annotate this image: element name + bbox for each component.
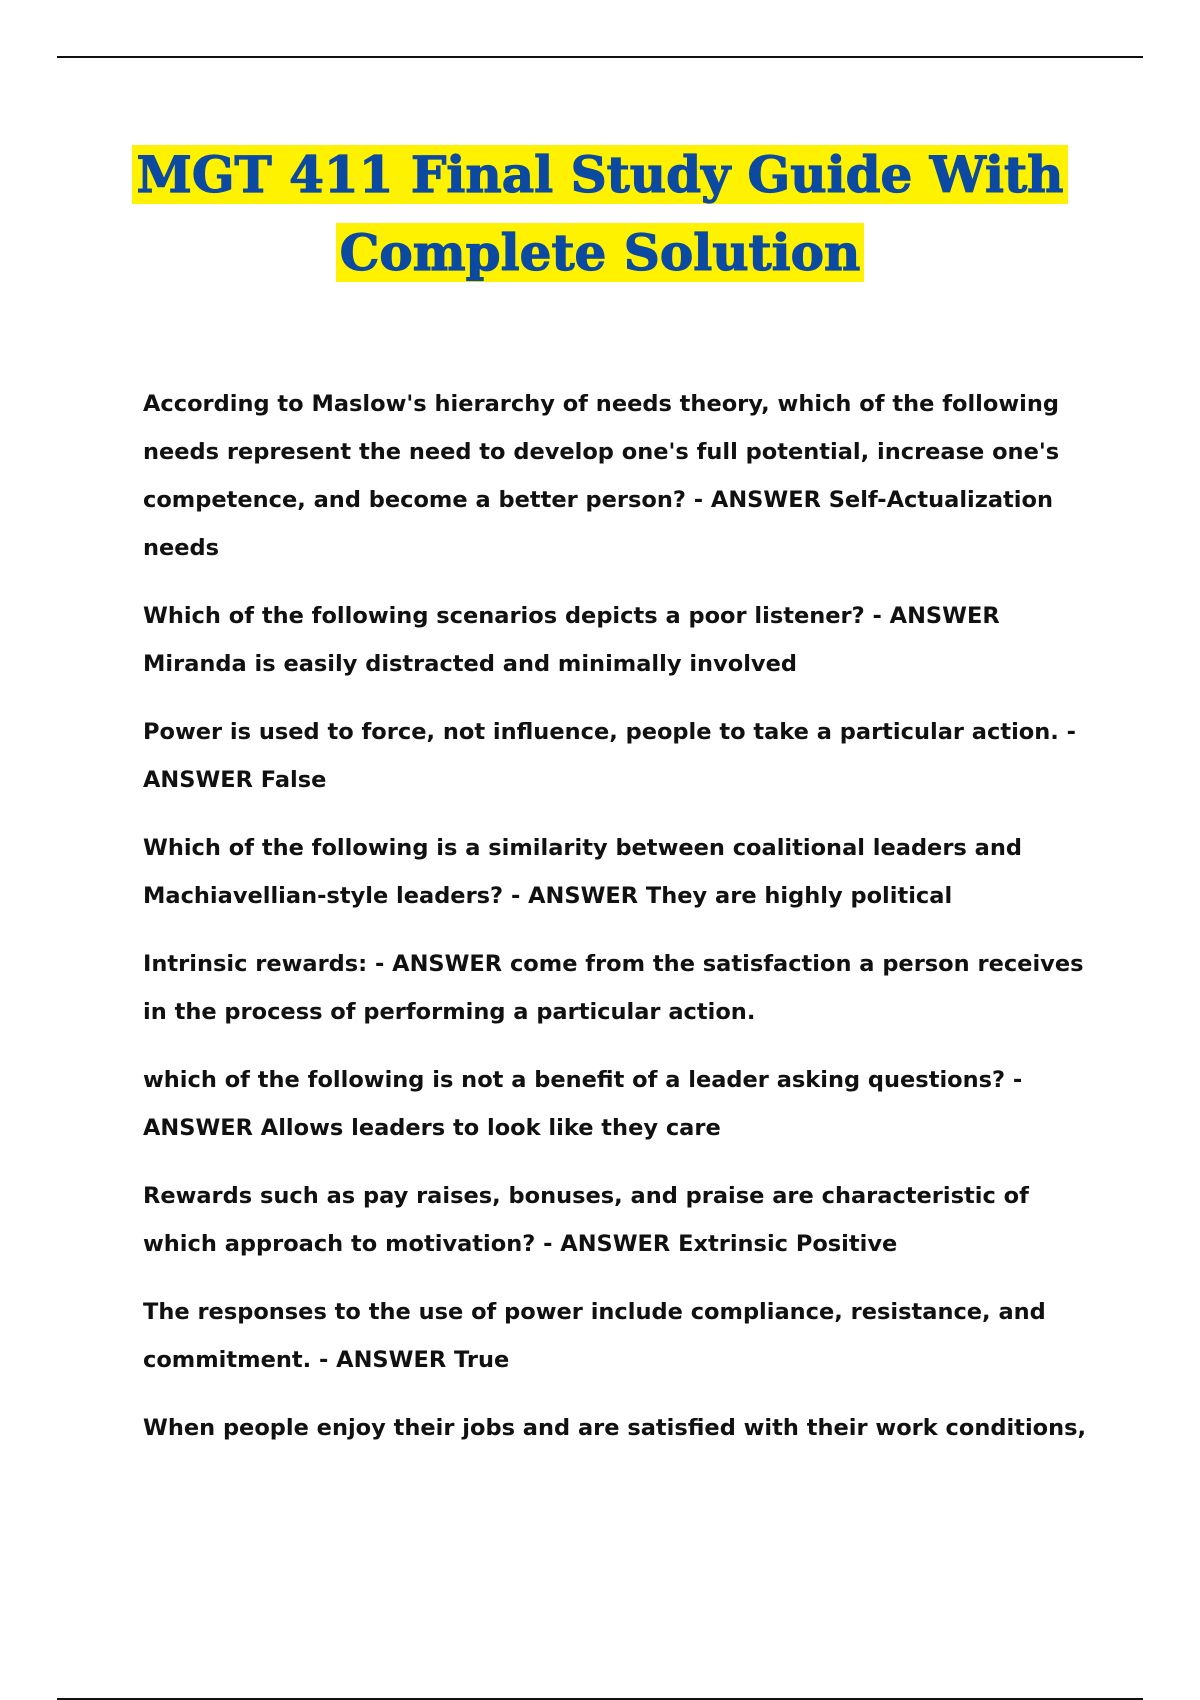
title-line-1: MGT 411 Final Study Guide With (132, 145, 1067, 204)
qa-item: Power is used to force, not influence, people to take a particular action. - ANSWER False (143, 719, 1076, 793)
top-rule (57, 56, 1143, 58)
document-title (0, 136, 1200, 292)
qa-item: Rewards such as pay raises, bonuses, and praise are characteristic of which approach to motivation? - ANSWER Extrinsic Positive (143, 1183, 1029, 1257)
qa-item: The responses to the use of power include compliance, resistance, and commitment. - ANSWER True (143, 1299, 1046, 1373)
qa-item: Intrinsic rewards: - ANSWER come from the satisfaction a person receives in the process of performing a particular action. (143, 951, 1084, 1025)
qa-item: which of the following is not a benefit of a leader asking questions? - ANSWER Allows leaders to look like they care (143, 1067, 1023, 1141)
qa-item: Which of the following is a similarity between coalitional leaders and Machiavellian-style leaders? - ANSWER They are highly political (143, 835, 1022, 909)
title-line-2: Complete Solution (336, 223, 865, 282)
qa-item: When people enjoy their jobs and are satisfied with their work conditions, (143, 1415, 1087, 1441)
qa-item: According to Maslow's hierarchy of needs theory, which of the following needs represent the need to develop one's full potential, increase one's competence, and become a better person? - ANSWER Self-Actualization needs (143, 391, 1060, 561)
qa-list (143, 380, 1093, 1472)
qa-item: Which of the following scenarios depicts a poor listener? - ANSWER Miranda is easily distracted and minimally involved (143, 603, 1000, 677)
